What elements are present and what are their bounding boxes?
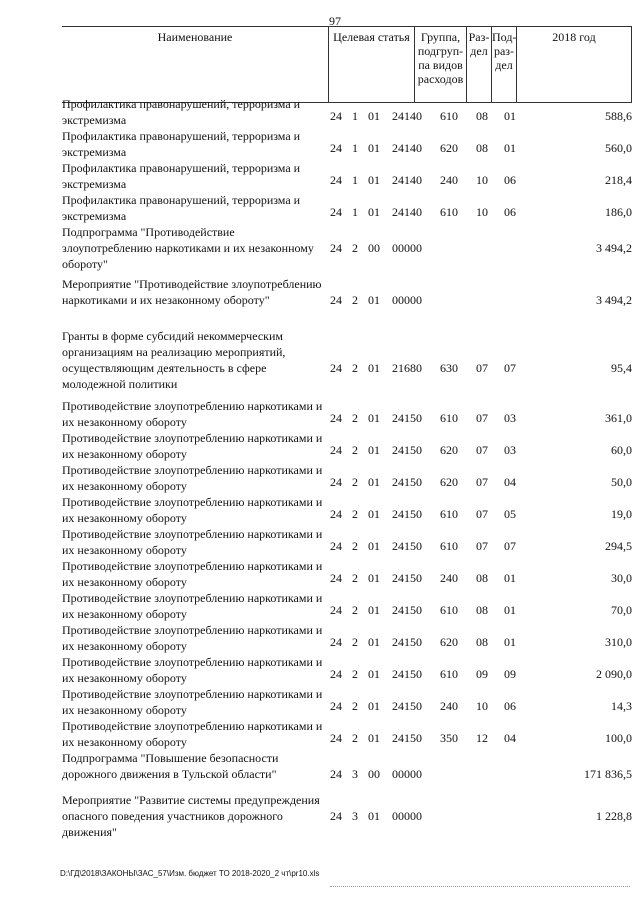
cell-amt: 1 228,8 <box>596 809 632 823</box>
cell-a: 24 <box>330 141 342 155</box>
row-name: Мероприятие "Развитие системы предупреждения опасного поведения участников дорожного движения" <box>62 793 320 839</box>
row-name: Профилактика правонарушений, терроризма и экстремизма <box>62 193 301 223</box>
cell-a: 24 <box>330 205 342 219</box>
cell-c: 00 <box>368 767 380 781</box>
cell-a: 24 <box>330 699 342 713</box>
cell-b: 2 <box>352 361 358 375</box>
table-row <box>62 526 632 558</box>
cell-rz: 08 <box>476 109 488 123</box>
table-row <box>62 224 632 272</box>
cell-rz: 09 <box>476 667 488 681</box>
cell-pr: 06 <box>504 173 516 187</box>
table-row <box>62 192 632 224</box>
cell-rz: 10 <box>476 699 488 713</box>
cell-grp: 610 <box>440 539 458 553</box>
cell-amt: 588,6 <box>605 109 632 123</box>
row-name: Профилактика правонарушений, терроризма и экстремизма <box>62 129 301 159</box>
file-path-footer: D:\ГД\2018\ЗАКОНЫ\ЗАС_57\Изм. бюджет ТО 2018-2020_2 чт\pr10.xls <box>60 869 320 878</box>
cell-a: 24 <box>330 293 342 307</box>
row-name: Противодействие злоупотреблению наркотиками и их незаконному обороту <box>62 495 323 525</box>
cell-c: 01 <box>368 109 380 123</box>
footer-divider <box>330 886 630 887</box>
row-name: Профилактика правонарушений, терроризма и экстремизма <box>62 97 301 127</box>
cell-a: 24 <box>330 731 342 745</box>
cell-b: 1 <box>352 205 358 219</box>
cell-b: 2 <box>352 571 358 585</box>
table-row <box>62 430 632 462</box>
cell-d: 24150 <box>392 731 422 745</box>
cell-amt: 2 090,0 <box>596 667 632 681</box>
cell-d: 00000 <box>392 241 422 255</box>
cell-d: 24140 <box>392 141 422 155</box>
cell-pr: 04 <box>504 475 516 489</box>
cell-pr: 07 <box>504 361 516 375</box>
cell-b: 2 <box>352 293 358 307</box>
row-name: Мероприятие "Противодействие злоупотреблению наркотиками и их незаконному обороту" <box>62 277 322 307</box>
cell-b: 2 <box>352 667 358 681</box>
table-row <box>62 328 632 392</box>
cell-grp: 620 <box>440 141 458 155</box>
table-row <box>62 590 632 622</box>
row-name: Противодействие злоупотреблению наркотиками и их незаконному обороту <box>62 623 323 653</box>
cell-d: 24150 <box>392 635 422 649</box>
cell-d: 24140 <box>392 109 422 123</box>
cell-b: 2 <box>352 539 358 553</box>
cell-b: 2 <box>352 731 358 745</box>
row-name: Противодействие злоупотреблению наркотиками и их незаконному обороту <box>62 463 323 493</box>
row-name: Подпрограмма "Противодействие злоупотреблению наркотиками и их незаконному обороту" <box>62 225 314 271</box>
cell-grp: 350 <box>440 731 458 745</box>
cell-d: 24150 <box>392 539 422 553</box>
cell-c: 00 <box>368 241 380 255</box>
cell-a: 24 <box>330 571 342 585</box>
cell-amt: 14,3 <box>611 699 632 713</box>
table-row <box>62 686 632 718</box>
cell-amt: 19,0 <box>611 507 632 521</box>
cell-c: 01 <box>368 507 380 521</box>
cell-amt: 30,0 <box>611 571 632 585</box>
cell-d: 24150 <box>392 443 422 457</box>
header-podrazdel: Под-раз-дел <box>491 26 516 103</box>
cell-a: 24 <box>330 109 342 123</box>
cell-c: 01 <box>368 539 380 553</box>
cell-c: 01 <box>368 731 380 745</box>
page-number: 97 <box>329 14 341 28</box>
cell-pr: 03 <box>504 443 516 457</box>
table-row <box>62 622 632 654</box>
row-name: Противодействие злоупотреблению наркотиками и их незаконному обороту <box>62 559 323 589</box>
table-row <box>62 462 632 494</box>
table-header <box>62 26 632 103</box>
table-row <box>62 558 632 590</box>
cell-a: 24 <box>330 507 342 521</box>
cell-a: 24 <box>330 443 342 457</box>
cell-a: 24 <box>330 809 342 823</box>
cell-grp: 610 <box>440 507 458 521</box>
cell-grp: 620 <box>440 475 458 489</box>
cell-c: 01 <box>368 635 380 649</box>
cell-b: 3 <box>352 767 358 781</box>
cell-b: 1 <box>352 141 358 155</box>
cell-a: 24 <box>330 767 342 781</box>
cell-grp: 240 <box>440 699 458 713</box>
row-name: Гранты в форме субсидий некоммерческим организациям на реализацию мероприятий, осуществляющим деятельность в сфере молодежной политики <box>62 329 286 391</box>
table-row <box>62 792 632 840</box>
cell-c: 01 <box>368 443 380 457</box>
cell-grp: 610 <box>440 205 458 219</box>
cell-grp: 620 <box>440 443 458 457</box>
cell-a: 24 <box>330 361 342 375</box>
header-target: Целевая статья <box>328 26 414 103</box>
cell-d: 24150 <box>392 699 422 713</box>
cell-a: 24 <box>330 603 342 617</box>
cell-pr: 01 <box>504 603 516 617</box>
cell-amt: 218,4 <box>605 173 632 187</box>
cell-pr: 04 <box>504 731 516 745</box>
cell-c: 01 <box>368 173 380 187</box>
cell-grp: 610 <box>440 603 458 617</box>
cell-b: 3 <box>352 809 358 823</box>
cell-d: 24150 <box>392 667 422 681</box>
cell-amt: 560,0 <box>605 141 632 155</box>
cell-pr: 07 <box>504 539 516 553</box>
cell-rz: 07 <box>476 507 488 521</box>
cell-pr: 01 <box>504 635 516 649</box>
cell-c: 01 <box>368 293 380 307</box>
cell-amt: 171 836,5 <box>584 767 632 781</box>
header-razdel: Раз-дел <box>466 26 491 103</box>
cell-amt: 60,0 <box>611 443 632 457</box>
cell-grp: 610 <box>440 109 458 123</box>
table-row <box>62 398 632 430</box>
cell-rz: 07 <box>476 443 488 457</box>
cell-pr: 06 <box>504 205 516 219</box>
cell-b: 2 <box>352 603 358 617</box>
cell-grp: 630 <box>440 361 458 375</box>
cell-b: 2 <box>352 475 358 489</box>
cell-c: 01 <box>368 603 380 617</box>
cell-c: 01 <box>368 475 380 489</box>
cell-a: 24 <box>330 173 342 187</box>
cell-grp: 240 <box>440 571 458 585</box>
cell-rz: 07 <box>476 539 488 553</box>
header-group: Группа, подгруп-па видов расходов <box>414 26 466 103</box>
cell-d: 00000 <box>392 293 422 307</box>
cell-rz: 08 <box>476 603 488 617</box>
cell-c: 01 <box>368 411 380 425</box>
row-name: Противодействие злоупотреблению наркотиками и их незаконному обороту <box>62 527 323 557</box>
cell-amt: 50,0 <box>611 475 632 489</box>
cell-a: 24 <box>330 411 342 425</box>
cell-grp: 620 <box>440 635 458 649</box>
row-name: Профилактика правонарушений, терроризма и экстремизма <box>62 161 301 191</box>
cell-c: 01 <box>368 667 380 681</box>
cell-pr: 09 <box>504 667 516 681</box>
table-row <box>62 718 632 750</box>
cell-rz: 10 <box>476 173 488 187</box>
cell-amt: 310,0 <box>605 635 632 649</box>
cell-b: 1 <box>352 109 358 123</box>
cell-amt: 294,5 <box>605 539 632 553</box>
cell-amt: 100,0 <box>605 731 632 745</box>
cell-rz: 08 <box>476 571 488 585</box>
cell-pr: 01 <box>504 109 516 123</box>
row-name: Подпрограмма "Повышение безопасности дорожного движения в Тульской области" <box>62 751 279 781</box>
table-row <box>62 276 632 324</box>
cell-b: 2 <box>352 411 358 425</box>
cell-pr: 03 <box>504 411 516 425</box>
cell-d: 24140 <box>392 173 422 187</box>
cell-d: 24150 <box>392 475 422 489</box>
cell-a: 24 <box>330 635 342 649</box>
table-row <box>62 654 632 686</box>
cell-a: 24 <box>330 539 342 553</box>
cell-amt: 95,4 <box>611 361 632 375</box>
cell-b: 2 <box>352 507 358 521</box>
cell-c: 01 <box>368 571 380 585</box>
cell-b: 2 <box>352 443 358 457</box>
cell-c: 01 <box>368 361 380 375</box>
table-row <box>62 96 632 128</box>
cell-d: 24150 <box>392 507 422 521</box>
cell-d: 24150 <box>392 603 422 617</box>
cell-pr: 06 <box>504 699 516 713</box>
cell-c: 01 <box>368 699 380 713</box>
cell-amt: 3 494,2 <box>596 241 632 255</box>
cell-d: 24150 <box>392 411 422 425</box>
row-name: Противодействие злоупотреблению наркотиками и их незаконному обороту <box>62 591 323 621</box>
table-row <box>62 750 632 790</box>
cell-rz: 07 <box>476 361 488 375</box>
cell-b: 2 <box>352 241 358 255</box>
cell-amt: 3 494,2 <box>596 293 632 307</box>
cell-b: 2 <box>352 699 358 713</box>
cell-grp: 610 <box>440 411 458 425</box>
cell-amt: 361,0 <box>605 411 632 425</box>
cell-d: 21680 <box>392 361 422 375</box>
cell-c: 01 <box>368 809 380 823</box>
cell-d: 00000 <box>392 767 422 781</box>
cell-grp: 610 <box>440 667 458 681</box>
cell-c: 01 <box>368 205 380 219</box>
cell-d: 00000 <box>392 809 422 823</box>
cell-d: 24140 <box>392 205 422 219</box>
cell-rz: 08 <box>476 635 488 649</box>
row-name: Противодействие злоупотреблению наркотиками и их незаконному обороту <box>62 719 323 749</box>
row-name: Противодействие злоупотреблению наркотиками и их незаконному обороту <box>62 399 323 429</box>
cell-b: 1 <box>352 173 358 187</box>
cell-rz: 07 <box>476 475 488 489</box>
table-row <box>62 494 632 526</box>
cell-rz: 08 <box>476 141 488 155</box>
cell-b: 2 <box>352 635 358 649</box>
cell-amt: 186,0 <box>605 205 632 219</box>
row-name: Противодействие злоупотреблению наркотиками и их незаконному обороту <box>62 687 323 717</box>
table-row <box>62 128 632 160</box>
cell-a: 24 <box>330 667 342 681</box>
row-name: Противодействие злоупотреблению наркотиками и их незаконному обороту <box>62 655 323 685</box>
cell-a: 24 <box>330 475 342 489</box>
cell-rz: 10 <box>476 205 488 219</box>
cell-rz: 07 <box>476 411 488 425</box>
row-name: Противодействие злоупотреблению наркотиками и их незаконному обороту <box>62 431 323 461</box>
cell-rz: 12 <box>476 731 488 745</box>
cell-pr: 01 <box>504 141 516 155</box>
cell-d: 24150 <box>392 571 422 585</box>
header-year: 2018 год <box>516 26 632 103</box>
cell-a: 24 <box>330 241 342 255</box>
table-row <box>62 160 632 192</box>
cell-pr: 05 <box>504 507 516 521</box>
header-name: Наименование <box>157 30 233 44</box>
cell-pr: 01 <box>504 571 516 585</box>
cell-amt: 70,0 <box>611 603 632 617</box>
cell-grp: 240 <box>440 173 458 187</box>
cell-c: 01 <box>368 141 380 155</box>
